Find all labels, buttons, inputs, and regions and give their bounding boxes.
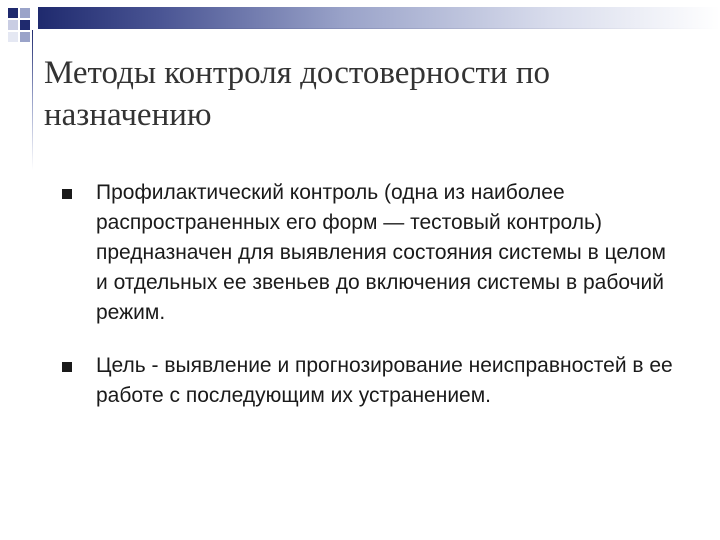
slide-title: Методы контроля достоверности по назначению (44, 55, 551, 133)
header-gradient-bar (38, 7, 720, 29)
square-bullet-icon (62, 189, 72, 199)
decor-square (20, 32, 30, 42)
bullet-text: Цель - выявление и прогнозирование неисправностей в ее работе с последующим их устранением. (96, 354, 673, 407)
bullet-item (56, 351, 676, 411)
decor-square (20, 20, 30, 30)
decor-square (20, 8, 30, 18)
header-divider (38, 28, 720, 29)
bullet-item (56, 178, 676, 328)
square-bullet-icon (62, 362, 72, 372)
decor-square (8, 32, 18, 42)
bullet-list (56, 178, 676, 434)
decor-square (8, 20, 18, 30)
decor-square (8, 8, 18, 18)
bullet-text: Профилактический контроль (одна из наиболее распространенных его форм — тестовый контроль) предназначен для выявления состояния системы в целом и отдельных ее звеньев до включения системы в рабочий режим. (96, 181, 666, 324)
left-accent-line (32, 30, 33, 170)
